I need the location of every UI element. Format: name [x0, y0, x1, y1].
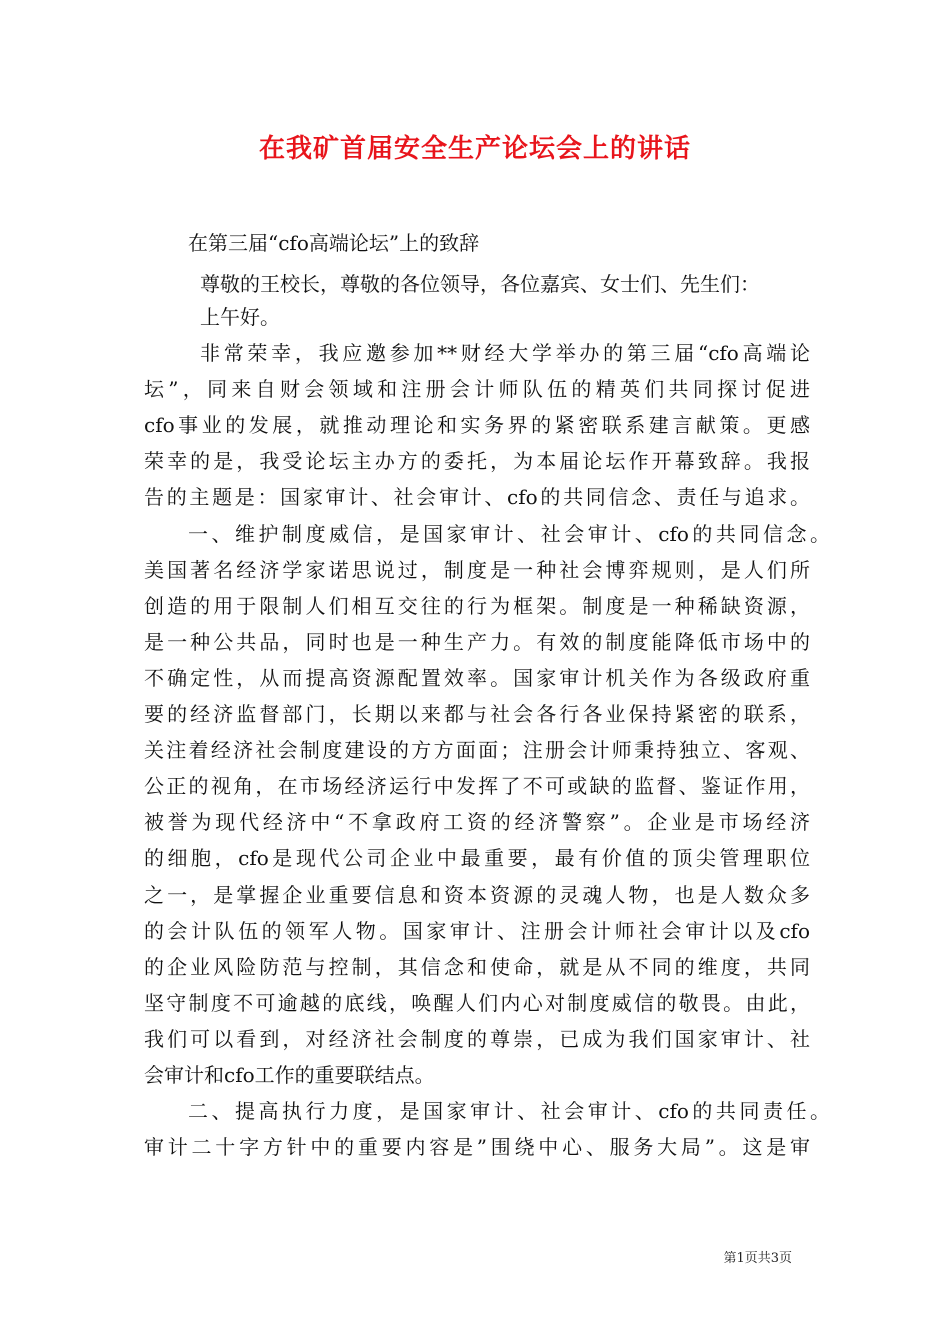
- paragraph-line: 非常荣幸，我应邀参加**财经大学举办的第三届“cfo高端论: [200, 341, 810, 365]
- paragraph-line: 之一，是掌握企业重要信息和资本资源的灵魂人物，也是人数众多: [144, 883, 810, 907]
- paragraph-line: 是一种公共品，同时也是一种生产力。有效的制度能降低市场中的: [144, 630, 810, 654]
- paragraph-line: 尊敬的王校长，尊敬的各位领导，各位嘉宾、女士们、先生们：: [200, 272, 760, 296]
- paragraph-line: 坛”，同来自财会领域和注册会计师队伍的精英们共同探讨促进: [144, 377, 810, 401]
- paragraph-line: 的企业风险防范与控制，其信念和使命，就是从不同的维度，共同: [144, 955, 810, 979]
- paragraph-line: 审计二十字方针中的重要内容是”围绕中心、服务大局”。这是审: [144, 1135, 810, 1159]
- paragraph-line: 坚守制度不可逾越的底线，唤醒人们内心对制度威信的敬畏。由此，: [144, 991, 810, 1015]
- paragraph-line: 荣幸的是，我受论坛主办方的委托，为本届论坛作开幕致辞。我报: [144, 449, 810, 473]
- paragraph-line: 在第三届“cfo高端论坛”上的致辞: [188, 231, 480, 255]
- paragraph-line: 我们可以看到，对经济社会制度的尊崇，已成为我们国家审计、社: [144, 1027, 810, 1051]
- paragraph-line: 一、维护制度威信，是国家审计、社会审计、cfo的共同信念。: [188, 522, 830, 546]
- page-number: 第1页共3页: [723, 1251, 792, 1266]
- page-title: 在我矿首届安全生产论坛会上的讲话: [258, 134, 691, 164]
- paragraph-line: 会审计和cfo工作的重要联结点。: [144, 1063, 435, 1087]
- paragraph-line: 创造的用于限制人们相互交往的行为框架。制度是一种稀缺资源，: [144, 594, 810, 618]
- paragraph-line: 上午好。: [200, 305, 280, 329]
- paragraph-line: 公正的视角，在市场经济运行中发挥了不可或缺的监督、鉴证作用，: [144, 774, 810, 798]
- paragraph-line: 不确定性，从而提高资源配置效率。国家审计机关作为各级政府重: [144, 666, 810, 690]
- paragraph-line: cfo事业的发展，就推动理论和实务界的紧密联系建言献策。更感: [144, 413, 810, 437]
- paragraph-line: 的细胞，cfo是现代公司企业中最重要，最有价值的顶尖管理职位: [144, 846, 810, 870]
- paragraph-line: 被誉为现代经济中“不拿政府工资的经济警察”。企业是市场经济: [144, 810, 810, 834]
- paragraph-line: 的会计队伍的领军人物。国家审计、注册会计师社会审计以及cfo: [144, 919, 810, 943]
- paragraph-line: 二、提高执行力度，是国家审计、社会审计、cfo的共同责任。: [188, 1099, 830, 1123]
- paragraph-line: 关注着经济社会制度建设的方方面面；注册会计师秉持独立、客观、: [144, 738, 810, 762]
- paragraph-line: 要的经济监督部门，长期以来都与社会各行各业保持紧密的联系，: [144, 702, 810, 726]
- paragraph-line: 美国著名经济学家诺思说过，制度是一种社会博弈规则，是人们所: [144, 558, 810, 582]
- paragraph-line: 告的主题是：国家审计、社会审计、cfo的共同信念、责任与追求。: [144, 485, 810, 509]
